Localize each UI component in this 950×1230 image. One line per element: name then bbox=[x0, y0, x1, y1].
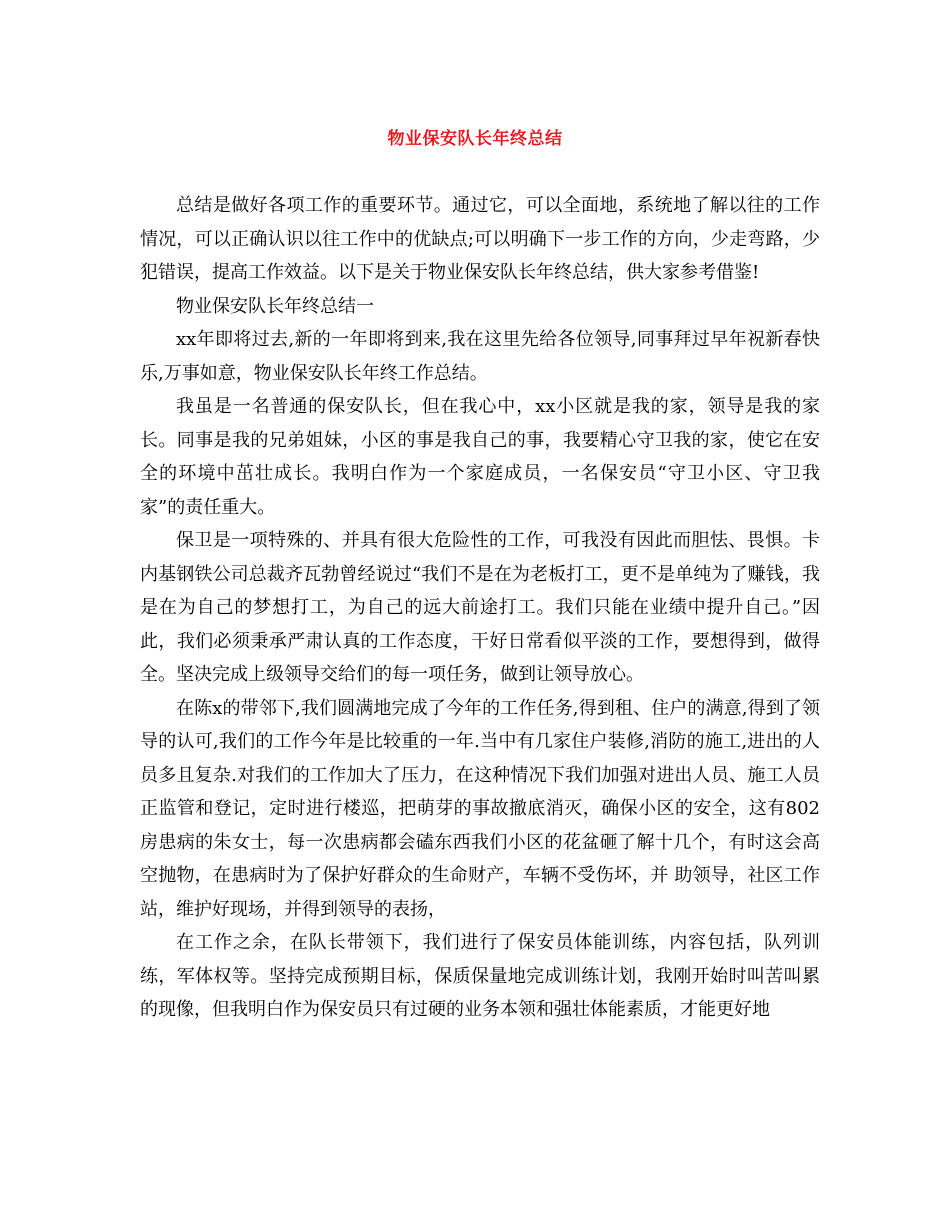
paragraph: 在陈x的带邻下,我们圆满地完成了今年的工作任务,得到租、住户的满意,得到了领导的认可,我们的工作今年是比较重的一年.当中有几家住户装修,消防的施工,进出的人员多且复杂.对我们的工作加大了压力，在这种情况下我们加强对进出人员、施工人员正监管和登记，定时进行楼巡，把萌芽的事故撤底消灭，确保小区的安全，这有802房患病的朱女士，每一次患病都会磕东西我们小区的花盆砸了解十几个，有时这会高空抛物，在患病时为了保护好群众的生命财产，车辆不受伤坏，并 助领导，社区工作站，维护好现场，并得到领导的表扬， bbox=[140, 697, 820, 920]
paragraph-intro: 总结是做好各项工作的重要环节。通过它，可以全面地，系统地了解以往的工作情况，可以正确认识以往工作中的优缺点;可以明确下一步工作的方向，少走弯路，少犯错误，提高工作效益。以下是关于物业保安队长年终总结，供大家参考借鉴! bbox=[140, 195, 820, 283]
document-body bbox=[140, 189, 820, 1027]
section-heading: 物业保安队长年终总结一 bbox=[176, 295, 374, 317]
paragraph: 保卫是一项特殊的、并具有很大危险性的工作，可我没有因此而胆怯、畏惧。卡内基钢铁公司总裁齐瓦勃曾经说过“我们不是在为老板打工，更不是单纯为了赚钱，我是在为自己的梦想打工，为自己的远大前途打工。我们只能在业绩中提升自己。”因此，我们必须秉承严肃认真的工作态度，干好日常看似平淡的工作，要想得到，做得全。坚决完成上级领导交给们的每一项任务，做到让领导放心。 bbox=[140, 530, 820, 685]
paragraph: 我虽是一名普通的保安队长，但在我心中，xx小区就是我的家，领导是我的家长。同事是我的兄弟姐妹，小区的事是我自己的事，我要精心守卫我的家，使它在安全的环境中茁壮成长。我明白作为一个家庭成员，一名保安员“守卫小区、守卫我家”的责任重大。 bbox=[140, 396, 820, 518]
document-title: 物业保安队长年终总结 bbox=[387, 129, 563, 149]
paragraph: 在工作之余，在队长带领下，我们进行了保安员体能训练，内容包括，队列训练，军体权等。坚持完成预期目标，保质保量地完成训练计划，我刚开始时叫苦叫累的现像，但我明白作为保安员只有过硬的业务本领和强壮体能素质，才能更好地 bbox=[140, 932, 820, 1020]
paragraph: xx年即将过去,新的一年即将到来,我在这里先给各位领导,同事拜过早年祝新春快乐,万事如意，物业保安队长年终工作总结。 bbox=[140, 329, 820, 384]
